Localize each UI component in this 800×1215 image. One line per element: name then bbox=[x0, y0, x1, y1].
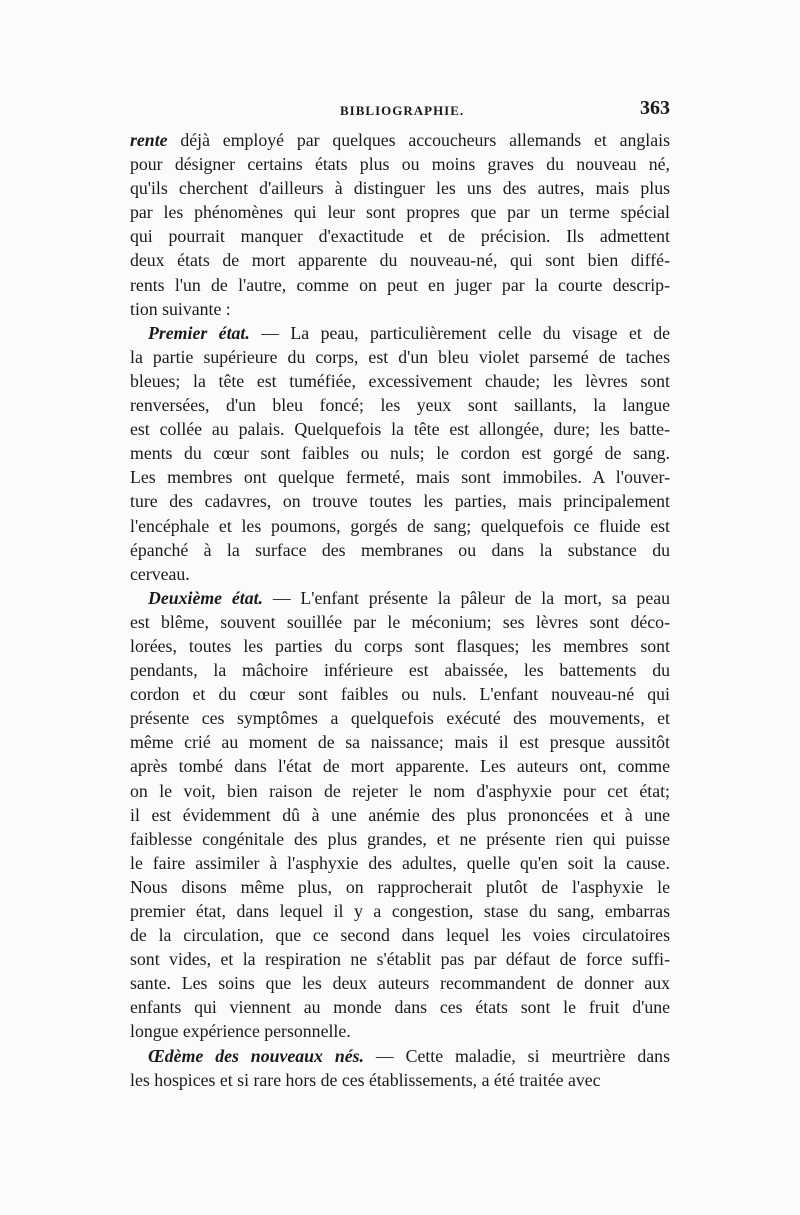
section-lead: Œdème des nouveaux nés. bbox=[148, 1045, 364, 1066]
text-line bbox=[130, 489, 670, 513]
text-line bbox=[130, 417, 670, 441]
text-line bbox=[130, 779, 670, 803]
text-line bbox=[130, 923, 670, 947]
line-text: de la circulation, que ce second dans lequel les voies circulatoires bbox=[130, 925, 670, 946]
text-line bbox=[130, 1019, 670, 1043]
line-text: présente ces symptômes a quelquefois exécuté des mouvements, et bbox=[130, 708, 670, 729]
body-text bbox=[130, 128, 670, 1092]
text-line bbox=[130, 899, 670, 923]
line-text: faiblesse congénitale des plus grandes, et ne présente rien qui puisse bbox=[130, 828, 670, 849]
text-line bbox=[130, 1044, 670, 1068]
text-line bbox=[130, 393, 670, 417]
line-text: premier état, dans lequel il y a congestion, stase du sang, embarras bbox=[130, 901, 670, 921]
text-line bbox=[130, 152, 670, 176]
text-line bbox=[130, 827, 670, 851]
line-text: épanché à la surface des membranes ou dans la substance du bbox=[130, 539, 670, 560]
line-text: sante. Les soins que les deux auteurs recommandent de donner aux bbox=[130, 973, 670, 994]
line-text: on le voit, bien raison de rejeter le nom d'asphyxie pour cet état; bbox=[130, 780, 670, 801]
text-line bbox=[130, 345, 670, 369]
line-text: après tombé dans l'état de mort apparente. Les auteurs ont, comme bbox=[130, 756, 670, 777]
text-line bbox=[130, 610, 670, 634]
text-line bbox=[130, 248, 670, 272]
text-line bbox=[130, 224, 670, 248]
line-text: enfants qui viennent au monde dans ces états sont le fruit d'une bbox=[130, 997, 670, 1018]
text-line bbox=[130, 273, 670, 297]
text-line bbox=[130, 995, 670, 1019]
line-text: sont vides, et la respiration ne s'établit pas par défaut de force suffi- bbox=[130, 949, 670, 970]
line-text: les hospices et si rare hors de ces établissements, a été traitée avec bbox=[130, 1069, 601, 1090]
line-text: renversées, d'un bleu foncé; les yeux sont saillants, la langue bbox=[130, 395, 670, 416]
line-text: longue expérience personnelle. bbox=[130, 1021, 351, 1042]
text-line bbox=[130, 730, 670, 754]
line-text: Nous disons même plus, on rapprocherait plutôt de l'asphyxie le bbox=[130, 876, 670, 897]
line-text: déjà employé par quelques accoucheurs allemands et anglais bbox=[167, 130, 670, 150]
section-lead: Deuxième état. bbox=[148, 587, 263, 608]
text-line bbox=[130, 321, 670, 345]
text-line bbox=[130, 176, 670, 200]
running-title: BIBLIOGRAPHIE. bbox=[340, 103, 465, 118]
text-line bbox=[130, 369, 670, 393]
line-text: — Cette maladie, si meurtrière dans bbox=[364, 1045, 670, 1066]
text-line bbox=[130, 634, 670, 658]
line-text: qu'ils cherchent d'ailleurs à distinguer les uns des autres, mais plus bbox=[130, 178, 670, 199]
text-line bbox=[130, 538, 670, 562]
line-text: pour désigner certains états plus ou moins graves du nouveau né, bbox=[130, 154, 670, 175]
line-text: est blême, souvent souillée par le méconium; ses lèvres sont déco- bbox=[130, 611, 670, 632]
line-text: même crié au moment de sa naissance; mais il est presque aussitôt bbox=[130, 732, 670, 753]
text-line bbox=[130, 1068, 670, 1092]
line-text: la partie supérieure du corps, est d'un bleu violet parsemé de taches bbox=[130, 346, 670, 367]
text-line bbox=[130, 851, 670, 875]
line-text: est collée au palais. Quelquefois la tête est allongée, dure; les batte- bbox=[130, 419, 670, 440]
line-text: — La peau, particulièrement celle du visage et de bbox=[249, 322, 670, 343]
text-line bbox=[130, 200, 670, 224]
line-text: ments du cœur sont faibles ou nuls; le cordon est gorgé de sang. bbox=[130, 443, 670, 464]
line-text: Les membres ont quelque fermeté, mais sont immobiles. A l'ouver- bbox=[130, 467, 670, 488]
text-line bbox=[130, 514, 670, 538]
line-text: l'encéphale et les poumons, gorgés de sang; quelquefois ce fluide est bbox=[130, 515, 670, 536]
page-number: 363 bbox=[640, 97, 670, 119]
text-line bbox=[130, 682, 670, 706]
text-line bbox=[130, 586, 670, 610]
line-text: le faire assimiler à l'asphyxie des adultes, quelle qu'en soit la cause. bbox=[130, 852, 670, 873]
text-line bbox=[130, 754, 670, 778]
text-line bbox=[130, 947, 670, 971]
text-line bbox=[130, 441, 670, 465]
section-lead: Premier état. bbox=[148, 322, 250, 343]
line-text: rents l'un de l'autre, comme on peut en juger par la courte descrip- bbox=[130, 274, 670, 295]
line-text: par les phénomènes qui leur sont propres que par un terme spécial bbox=[130, 202, 670, 223]
line-text: qui pourrait manquer d'exactitude et de précision. Ils admettent bbox=[130, 226, 670, 247]
text-line bbox=[130, 803, 670, 827]
text-line bbox=[130, 297, 670, 321]
page-header bbox=[130, 95, 670, 125]
line-text: cordon et du cœur sont faibles ou nuls. L'enfant nouveau-né qui bbox=[130, 684, 670, 705]
line-text: — L'enfant présente la pâleur de la mort, sa peau bbox=[263, 587, 670, 608]
text-line bbox=[130, 875, 670, 899]
line-text: cerveau. bbox=[130, 563, 190, 584]
line-text: tion suivante : bbox=[130, 298, 231, 319]
text-line bbox=[130, 971, 670, 995]
text-line bbox=[130, 562, 670, 586]
text-line bbox=[130, 128, 670, 152]
text-line bbox=[130, 706, 670, 730]
text-line bbox=[130, 658, 670, 682]
text-line bbox=[130, 465, 670, 489]
line-text: pendants, la mâchoire inférieure est abaissée, les battements du bbox=[130, 660, 670, 681]
line-text: ture des cadavres, on trouve toutes les parties, mais principalement bbox=[130, 491, 670, 512]
line-text: bleues; la tête est tuméfiée, excessivement chaude; les lèvres sont bbox=[130, 370, 670, 391]
line-text: il est évidemment dû à une anémie des plus prononcées et à une bbox=[130, 804, 670, 825]
line-text: deux états de mort apparente du nouveau-né, qui sont bien diffé- bbox=[130, 250, 670, 271]
line-text: lorées, toutes les parties du corps sont flasques; les membres sont bbox=[130, 635, 670, 656]
section-lead: rente bbox=[130, 130, 168, 150]
